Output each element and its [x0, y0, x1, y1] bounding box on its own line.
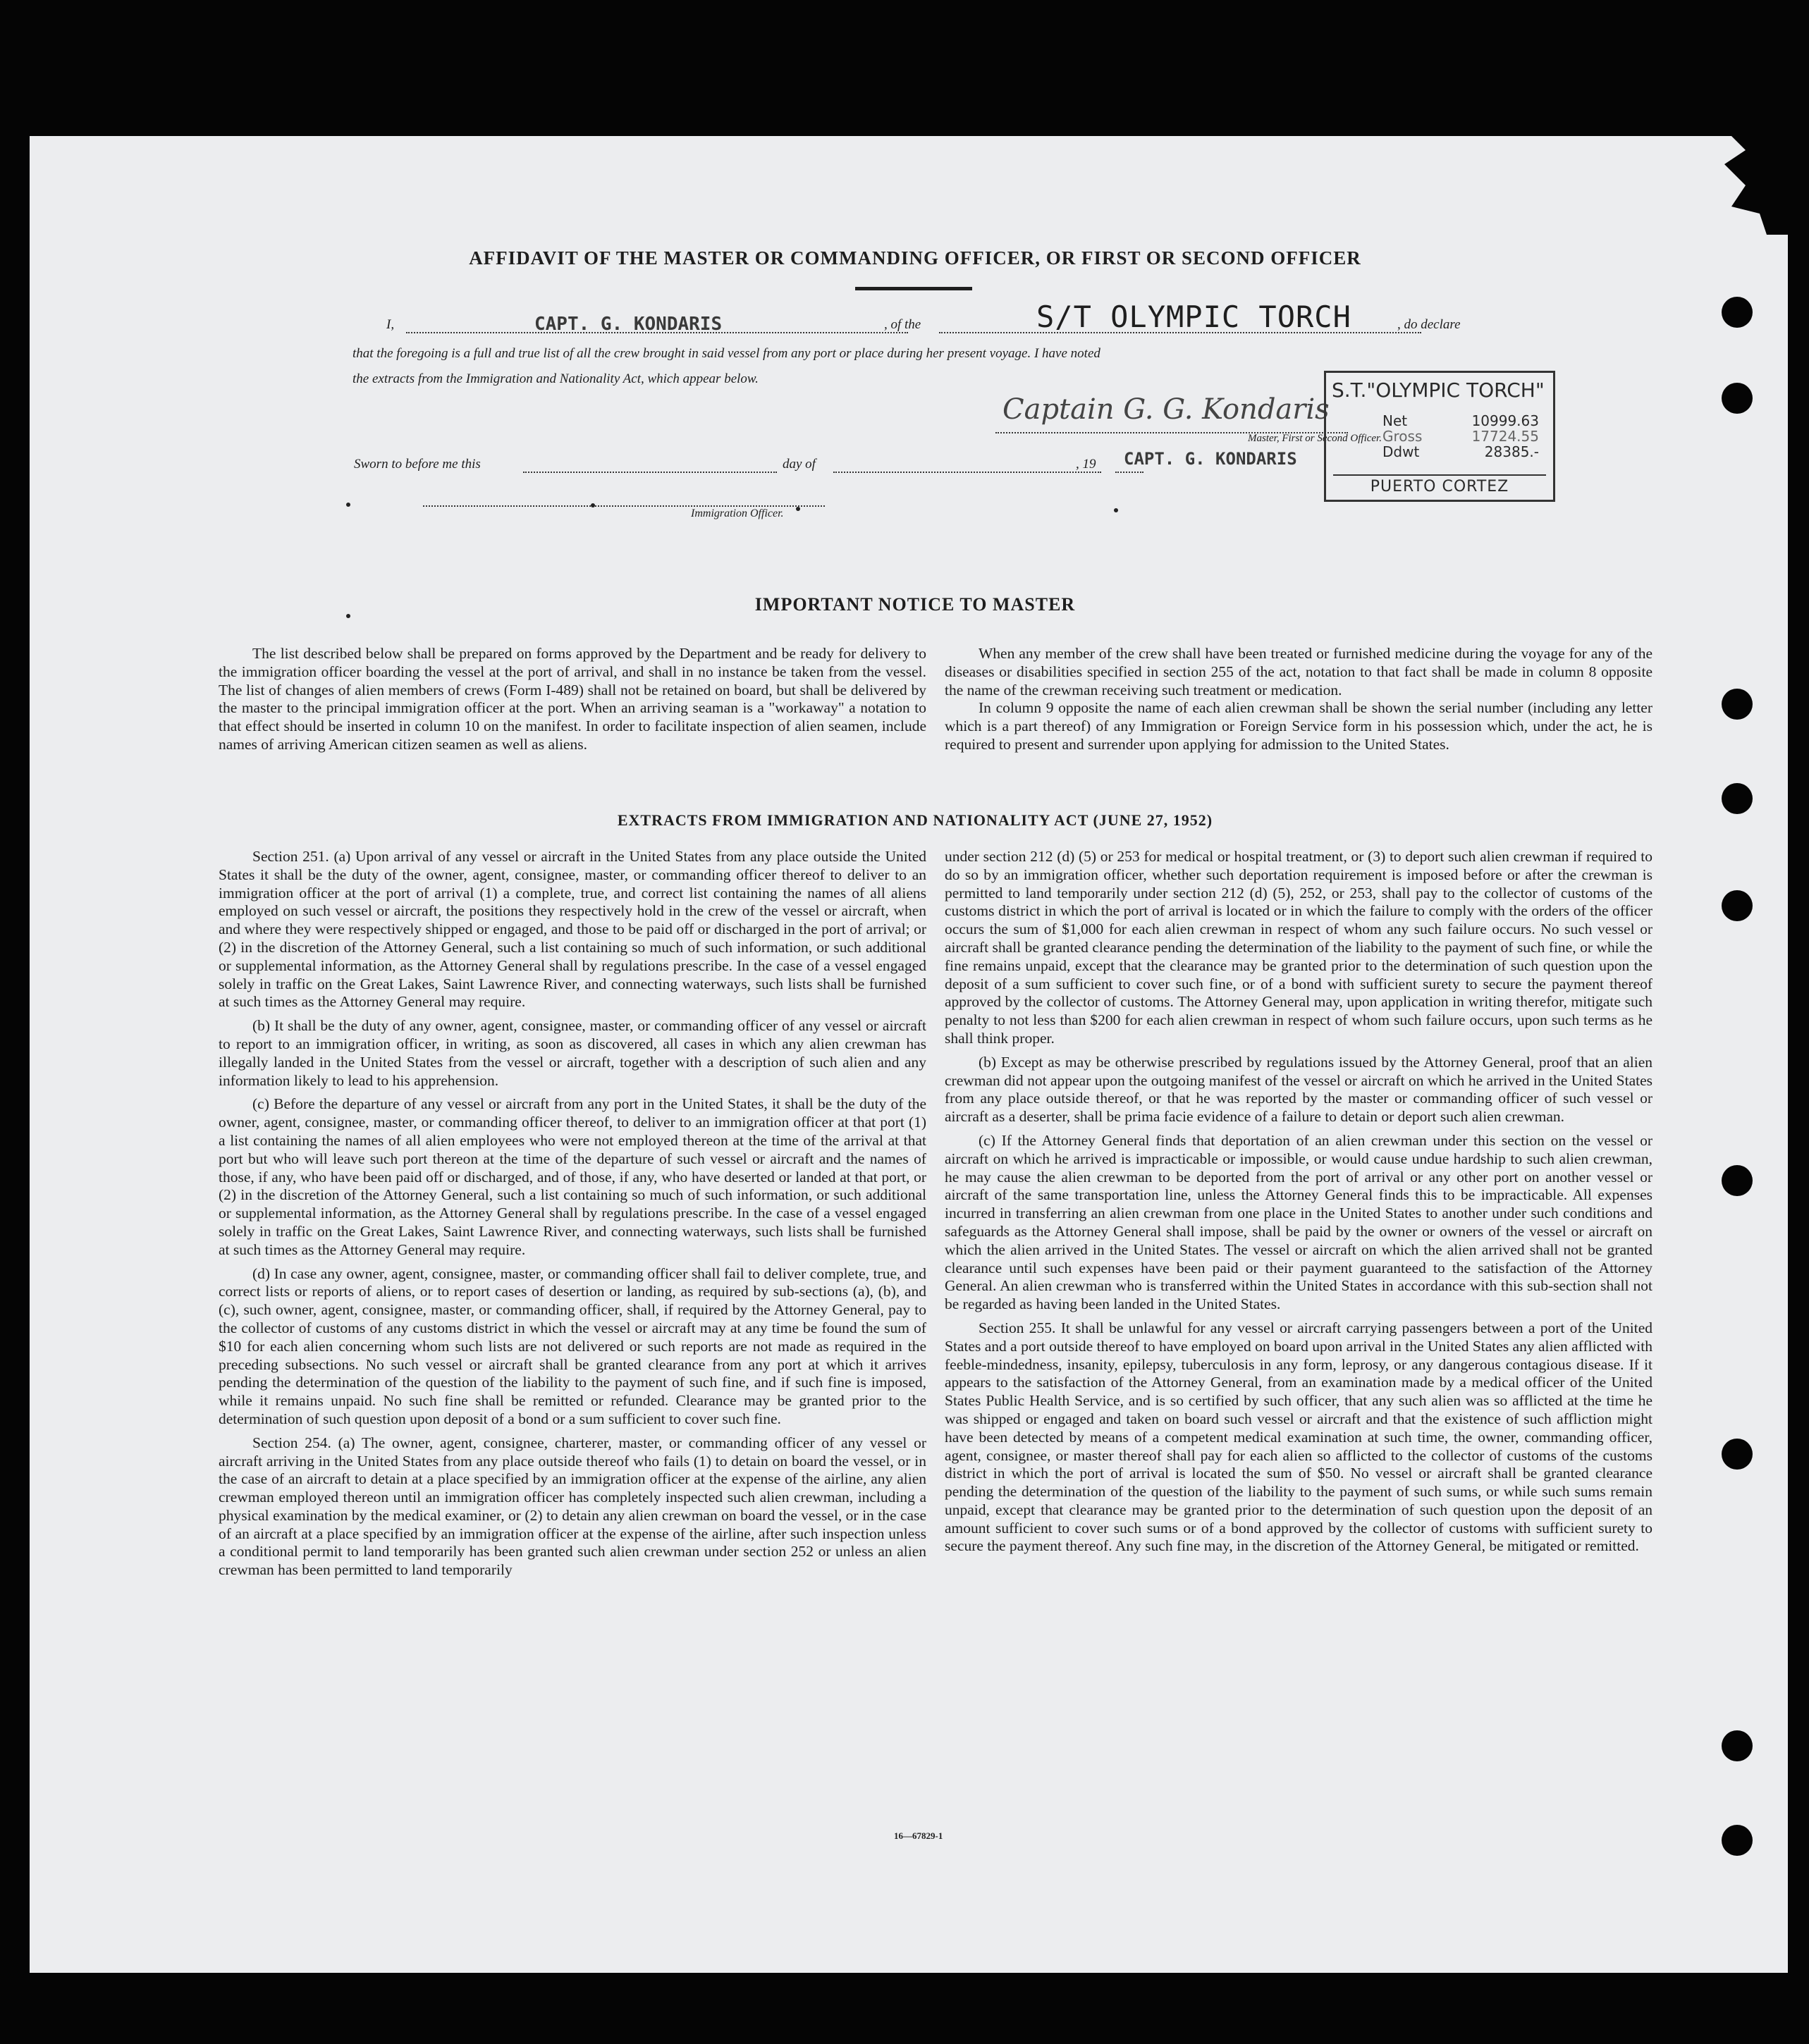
stamp-dwt-value: 28385.- [1484, 443, 1539, 460]
sworn-year-line [1115, 472, 1143, 473]
immigration-officer-line [423, 505, 825, 507]
typed-signature: CAPT. G. KONDARIS [1124, 449, 1297, 469]
affidavit-title: AFFIDAVIT OF THE MASTER OR COMMANDING OFFICER, OR FIRST OR SECOND OFFICER [469, 247, 1361, 269]
extracts-right-column [945, 848, 1652, 1556]
binder-hole [1722, 689, 1753, 720]
stamp-gross-label: Gross [1382, 428, 1423, 445]
master-name: CAPT. G. KONDARIS [534, 314, 723, 335]
title-rule [855, 287, 972, 290]
binder-hole [1722, 1825, 1753, 1856]
form-page [30, 136, 1788, 1973]
binder-hole [1722, 890, 1753, 921]
binder-hole [1722, 383, 1753, 414]
immigration-officer-caption: Immigration Officer. [691, 507, 784, 519]
stamp-gross-value: 17724.55 [1471, 428, 1539, 445]
master-caption: Master, First or Second Officer. [1248, 433, 1382, 444]
vessel-name: S/T OLYMPIC TORCH [1036, 300, 1351, 334]
declaration-line-1: that the foregoing is a full and true list of all the crew brought in said vessel from any port or place during her present voyage. I have noted [352, 346, 1100, 361]
i-label: I, [386, 317, 395, 332]
binder-hole [1722, 1439, 1753, 1470]
notice-right-column [945, 645, 1652, 754]
of-the-label: , of the [884, 317, 921, 332]
extract-paragraph: (d) In case any owner, agent, consignee, master, or commanding officer shall fail to deliver complete, true, and correct lists or reports of aliens, or to report cases of desertion or landing, as required by sub-sections (a), (b), and (c), such owner, agent, consignee, master, or commanding officer, shall, if required by the Attorney General, pay to the collector of customs of any customs district in which the vessel or aircraft may at any time be found the sum of $10 for each alien concerning whom such lists are not delivered or such reports are not made as required in the preceding subsections. No such vessel or aircraft shall be granted clearance from any port at which it arrives pending the determination of the question of the liability to the payment of such fine, and if such fine is imposed, while it remains unpaid. No such fine shall be remitted or refunded. Clearance may be granted prior to the determination of such question upon deposit of a bond or a sum sufficient to cover such fine. [219, 1264, 926, 1427]
torn-corner [1682, 136, 1788, 235]
declaration-line-2: the extracts from the Immigration and Nationality Act, which appear below. [352, 371, 759, 386]
stamp-dwt-row [1382, 443, 1545, 460]
print-code: 16—67829-1 [894, 1830, 943, 1841]
binder-hole [1722, 297, 1753, 328]
year-prefix: , 19 [1076, 457, 1096, 472]
stamp-divider [1333, 474, 1546, 476]
extract-paragraph: (c) If the Attorney General finds that deportation of an alien crewman under this section on the vessel or aircraft on which he arrived is impracticable or impossible, or would cause undue hardship to such alien crewman, he may cause the alien crewman to be deported from the port of arrival or any other port on another vessel or aircraft of the same transportation line, unless the Attorney General finds this to be impracticable. All expenses incurred in transferring an alien crewman from one place in the United States to another under such conditions and safeguards as the Attorney General shall impose, shall be paid by the owner or owners of the vessel or aircraft on which the alien arrived in the United States. The vessel or aircraft on which the alien arrived shall not be granted clearance until such expenses have been paid or their payment guaranteed to the satisfaction of the Attorney General. An alien crewman who is transferred within the United States in accordance with this sub-section shall not be regarded as having been landed in the United States. [945, 1131, 1652, 1313]
extracts-left-column [219, 848, 926, 1580]
stamp-vessel-name: S.T."OLYMPIC TORCH" [1332, 378, 1545, 402]
stamp-port: PUERTO CORTEZ [1370, 478, 1509, 495]
notice-paragraph: The list described below shall be prepared on forms approved by the Department and be ready for delivery to the immigration officer boarding the vessel at the port of arrival, and shall in no instance be taken from the vessel. The list of changes of alien members of crews (Form I-489) shall not be retained on board, but shall be delivered by the master to the principal immigration officer at the port. When an arriving seaman is a "workaway" a notation to that effect should be inserted in column 10 on the manifest. In order to facilitate inspection of alien seamen, include names of arriving American citizen seamen as well as aliens. [219, 645, 926, 753]
extract-paragraph: (b) It shall be the duty of any owner, agent, consignee, master, or commanding officer of any vessel or aircraft to report to an immigration officer, in writing, as soon as discovered, all cases in which any alien crewman has illegally landed in the United States from the vessel or aircraft, together with a description of such alien and any information likely to lead to his apprehension. [219, 1017, 926, 1089]
extract-paragraph: (b) Except as may be otherwise prescribed by regulations issued by the Attorney General, proof that an alien crewman did not appear upon the outgoing manifest of the vessel or aircraft on which he arrived in the United States from any place outside thereof, or that he was reported by the master or commanding officer of such vessel or aircraft as a deserter, shall be prima facie evidence of a failure to detain or deport such alien crewman. [945, 1053, 1652, 1126]
notice-paragraph: In column 9 opposite the name of each alien crewman shall be shown the serial number (including any letter which is a part thereof) of any Immigration or Foreign Service form in his possession which, under the act, he is required to present and surrender upon applying for admission to the United States. [945, 699, 1652, 753]
stamp-net-value: 10999.63 [1471, 412, 1539, 429]
stamp-net-row [1382, 412, 1545, 429]
stamp-net-label: Net [1382, 412, 1408, 429]
stamp-dwt-label: Ddwt [1382, 443, 1420, 460]
binder-hole [1722, 1730, 1753, 1761]
notice-left-column [219, 645, 926, 754]
extract-paragraph: (c) Before the departure of any vessel or aircraft from any port in the United States, it shall be the duty of the owner, agent, consignee, master, or commanding officer thereof, to deliver to an immigration officer at that port (1) a list containing the names of all alien employees who were not employed thereon at the time of the arrival at that port but who will leave such port thereon at the time of the departure of such vessel or aircraft and the names of those, if any, who have been paid off or discharged, and of those, if any, who have deserted or landed at that port, or (2) in the discretion of the Attorney General, such a list containing so much of such information, or such additional or supplemental information, as the Attorney General shall by regulations prescribe. In the case of a vessel engaged solely in traffic on the Great Lakes, Saint Lawrence River, and connecting waterways, such lists shall be furnished at such times as the Attorney General may require. [219, 1095, 926, 1258]
extract-paragraph: Section 255. It shall be unlawful for any vessel or aircraft carrying passengers between a port of the United States and a port outside thereof to have employed on board upon arrival in the United States any alien afflicted with feeble-mindedness, insanity, epilepsy, tuberculosis in any form, leprosy, or any dangerous contagious disease. If it appears to the satisfaction of the Attorney General, from an examination made by a medical officer of the United States Public Health Service, and is so certified by such officer, that any such alien was so afflicted at the time he was shipped or engaged and taken on board such vessel or aircraft and that the existence of such affliction might have been detected by means of a competent medical examination at such time, the owner, commanding officer, agent, consignee, or master thereof shall pay for each alien so afflicted to the collector of customs of the customs district in which the port of arrival is located the sum of $50. No vessel or aircraft shall be granted clearance pending the determination of the question of the liability to the payment of such sums, or while such sums remain unpaid, except that clearance may be granted prior to the determination of such question upon the deposit of an amount sufficient to cover such sums or of a bond approved by the collector of customs with sufficient surety to secure the payment thereof. Any such fine may, in the discretion of the Attorney General, be mitigated or remitted. [945, 1319, 1652, 1555]
extract-paragraph: under section 212 (d) (5) or 253 for medical or hospital treatment, or (3) to deport such alien crewman if required to do so by an immigration officer, whether such deportation requirement is imposed before or after the crewman is permitted to land temporarily under section 212 (d) (5), 252, or 253, shall pay to the collector of customs of the customs district in which the port of arrival is located or in which the failure to comply with the orders of the officer occurs the sum of $1,000 for each alien crewman in respect of whom any such failure occurs. No such vessel or aircraft shall be granted clearance pending the determination of the liability to the payment of such fine, or while the fine remains unpaid, except that the clearance may be granted prior to the determination of such question upon the deposit of a sum sufficient to cover such fine, or of a bond with sufficient surety to secure the payment thereof approved by the collector of customs. The Attorney General may, upon application in writing therefor, mitigate such penalty to not less than $200 for each alien crewman in respect of whom such failure occurs, upon such terms as he shall think proper. [945, 848, 1652, 1047]
do-declare-label: , do declare [1397, 317, 1461, 332]
extract-paragraph: Section 251. (a) Upon arrival of any vessel or aircraft in the United States from any place outside the United States it shall be the duty of the owner, agent, consignee, master, or commanding officer thereof to deliver to an immigration officer at the port of arrival (1) a complete, true, and correct list containing the names of all aliens employed on such vessel or aircraft, the positions they respectively hold in the crew of the vessel or aircraft, when and where they were respectively shipped or engaged, and those to be paid off or discharged in the port of arrival; or (2) in the discretion of the Attorney General, such a list containing so much of such information, or such additional or supplemental information, as the Attorney General shall by regulations prescribe. In the case of a vessel engaged solely in traffic on the Great Lakes, Saint Lawrence River, and connecting waterways, such lists shall be furnished at such times as the Attorney General may require. [219, 848, 926, 1011]
extract-paragraph: Section 254. (a) The owner, agent, consignee, charterer, master, or commanding officer of any vessel or aircraft arriving in the United States from any place outside thereof who fails (1) to detain on board the vessel, or in the case of an aircraft to detain at a place specified by an immigration officer at the expense of the airline, any alien crewman employed thereon until an immigration officer has completely inspected such alien crewman, including a physical examination by the medical examiner, or (2) to detain any alien crewman on board the vessel, or in the case of an aircraft at a place specified by an immigration officer at the expense of the airline, after such inspection unless a conditional permit to land temporarily has been granted such alien crewman under section 252 or unless an alien crewman has been permitted to land temporarily [219, 1434, 926, 1579]
notice-title: IMPORTANT NOTICE TO MASTER [754, 594, 1076, 615]
stamp-gross-row [1382, 428, 1545, 445]
day-of-label: day of [783, 457, 816, 472]
master-signature: Captain G. G. Kondaris [1002, 393, 1330, 426]
sworn-day-line [523, 472, 777, 473]
binder-hole [1722, 1165, 1753, 1196]
notice-paragraph: When any member of the crew shall have been treated or furnished medicine during the voyage for any of the diseases or disabilities specified in section 255 of the act, notation to that fact shall be made in column 8 opposite the name of the crewman receiving such treatment or medication. [945, 645, 1652, 698]
extracts-title: EXTRACTS FROM IMMIGRATION AND NATIONALITY ACT (JUNE 27, 1952) [617, 811, 1213, 829]
sworn-label: Sworn to before me this [354, 457, 481, 472]
sworn-month-line [833, 472, 1101, 473]
vessel-tonnage-stamp [1324, 371, 1555, 502]
binder-hole [1722, 783, 1753, 814]
